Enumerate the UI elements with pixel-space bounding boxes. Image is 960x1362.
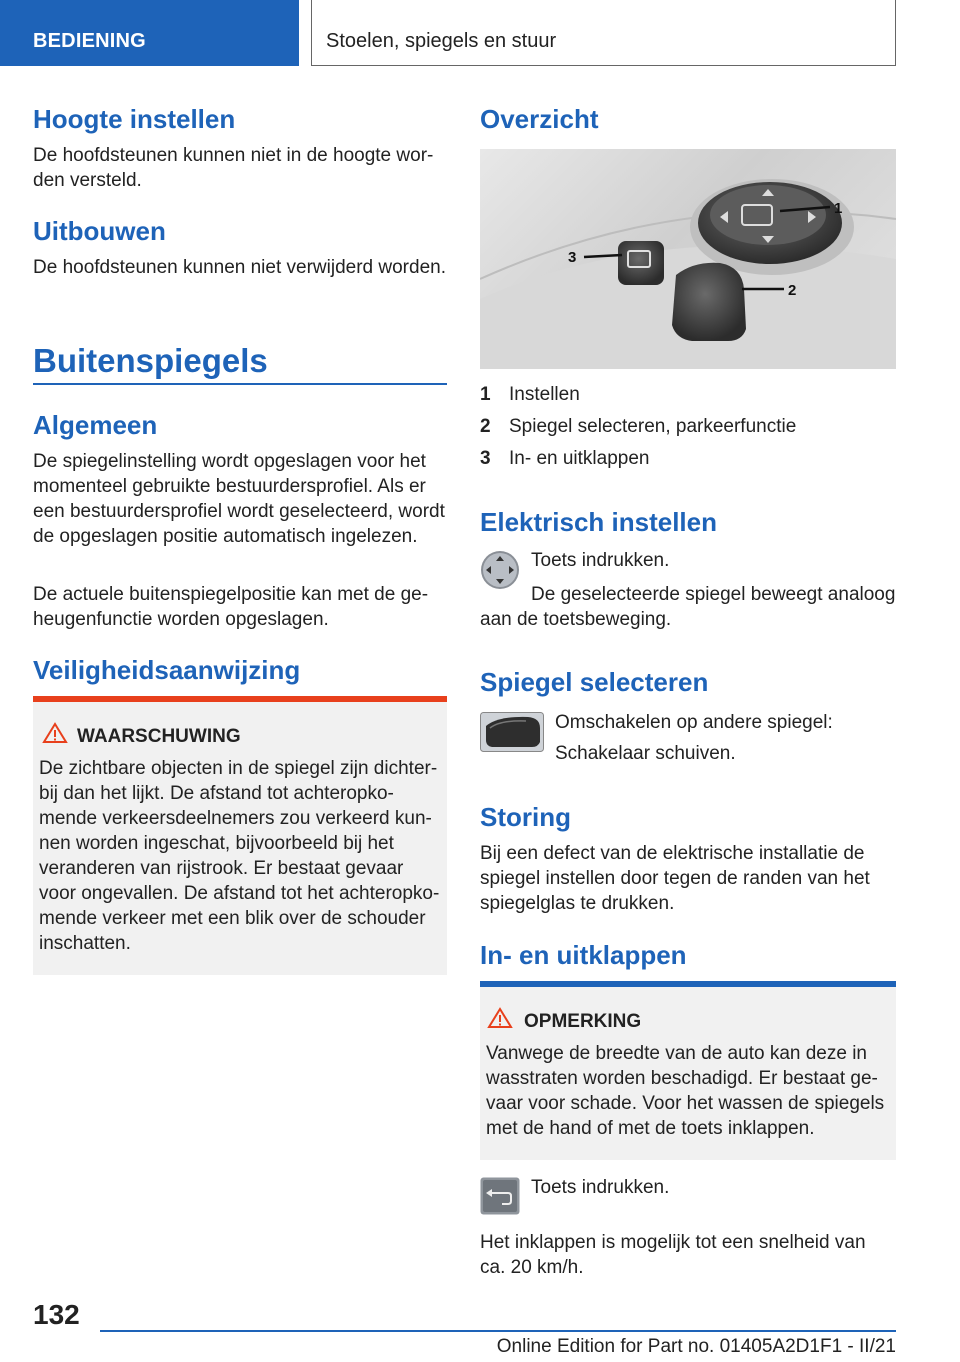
text-inuit-step1: Toets indrukken. (531, 1177, 670, 1198)
mirror-controls-illustration (480, 149, 896, 369)
legend-text-2: Spiegel selecteren, parkeerfunctie (509, 416, 797, 437)
warning-text: De zichtbare objecten in de spiegel zijn dichterbij dan het lijkt. De afstand tot achteropkomende verkeersdeelnemers zou verkeerd kunnen worden ingeschat, bijvoorbeeld bij het veranderen van rijstrook. Er bestaat gevaar voor ongevallen. De afstand tot het achteropkomende verkeer met een blik over de schouder inschatten. (39, 758, 440, 954)
text-selecteren-step2: Schakelaar schuiven. (555, 743, 736, 764)
heading-hoogte-instellen: Hoogte instellen (33, 104, 236, 134)
callout-1: 1 (834, 200, 843, 217)
heading-overzicht: Overzicht (480, 104, 599, 134)
note-box (480, 981, 896, 1160)
warning-triangle-icon (42, 722, 68, 744)
legend-num-1: 1 (480, 384, 491, 405)
callout-2: 2 (788, 282, 797, 299)
text-algemeen-2: De actuele buitenspiegelpositie kan met de geheugenfunctie worden opgeslagen. (33, 584, 429, 630)
mirror-controls-photo (480, 149, 896, 369)
heading-storing: Storing (480, 802, 571, 832)
warning-box (33, 696, 447, 975)
text-inuit: Het inklappen is mogelijk tot een snelheid van ca. 20 km/h. (480, 1232, 866, 1278)
text-hoogte-instellen: De hoofdsteunen kunnen niet in de hoogte worden versteld. (33, 145, 434, 191)
mirror-switch-icon (480, 712, 544, 752)
note-text: Vanwege de breedte van de auto kan deze in wasstraten worden beschadigd. Er bestaat gevaar voor schade. Voor het wassen de spiegels met de hand of met de toets inklappen. (486, 1043, 885, 1139)
footer-rule (100, 1330, 896, 1332)
page-number: 132 (33, 1299, 80, 1330)
fold-mirror-button-icon (480, 1177, 520, 1215)
section-rule (33, 383, 447, 385)
text-elektrisch-step2: De geselecteerde spiegel beweegt analoog aan de toetsbeweging. (480, 584, 896, 630)
section-tab (0, 0, 299, 66)
heading-elektrisch-instellen: Elektrisch instellen (480, 507, 717, 537)
callout-3: 3 (568, 249, 577, 266)
note-bar (480, 981, 896, 987)
warning-label: WAARSCHUWING (77, 726, 241, 747)
text-uitbouwen: De hoofdsteunen kunnen niet verwijderd worden. (33, 257, 446, 278)
legend-num-2: 2 (480, 416, 491, 437)
section-label: BEDIENING (33, 30, 146, 52)
footer-edition: Online Edition for Part no. 01405A2D1F1 - II/21 (496, 1336, 896, 1357)
note-triangle-icon (487, 1007, 513, 1029)
heading-uitbouwen: Uitbouwen (33, 216, 166, 246)
heading-veiligheidsaanwijzing: Veiligheidsaanwijzing (33, 655, 301, 685)
note-label: OPMERKING (524, 1011, 642, 1032)
chapter-tab (311, 0, 896, 66)
text-selecteren-step1: Omschakelen op andere spiegel: (555, 712, 833, 733)
legend-text-1: Instellen (509, 384, 580, 405)
chapter-label: Stoelen, spiegels en stuur (326, 30, 557, 52)
legend-text-3: In- en uitklappen (509, 448, 650, 469)
heading-buitenspiegels: Buitenspiegels (33, 342, 268, 379)
text-storing: Bij een defect van de elektrische installatie de spiegel instellen door tegen de randen van het spiegelglas te drukken. (480, 843, 870, 914)
text-algemeen-1: De spiegelinstelling wordt opgeslagen voor het momenteel gebruikte bestuurdersprofiel. Als er een bestuurdersprofiel wordt geselecteerd, wordt de opgeslagen positie automatisch ingelezen. (33, 451, 445, 547)
heading-in-en-uitklappen: In- en uitklappen (480, 940, 687, 970)
legend-num-3: 3 (480, 448, 491, 469)
heading-spiegel-selecteren: Spiegel selecteren (480, 667, 709, 697)
warning-bar (33, 696, 447, 702)
text-elektrisch-step1: Toets indrukken. (531, 550, 670, 571)
heading-algemeen: Algemeen (33, 410, 158, 440)
